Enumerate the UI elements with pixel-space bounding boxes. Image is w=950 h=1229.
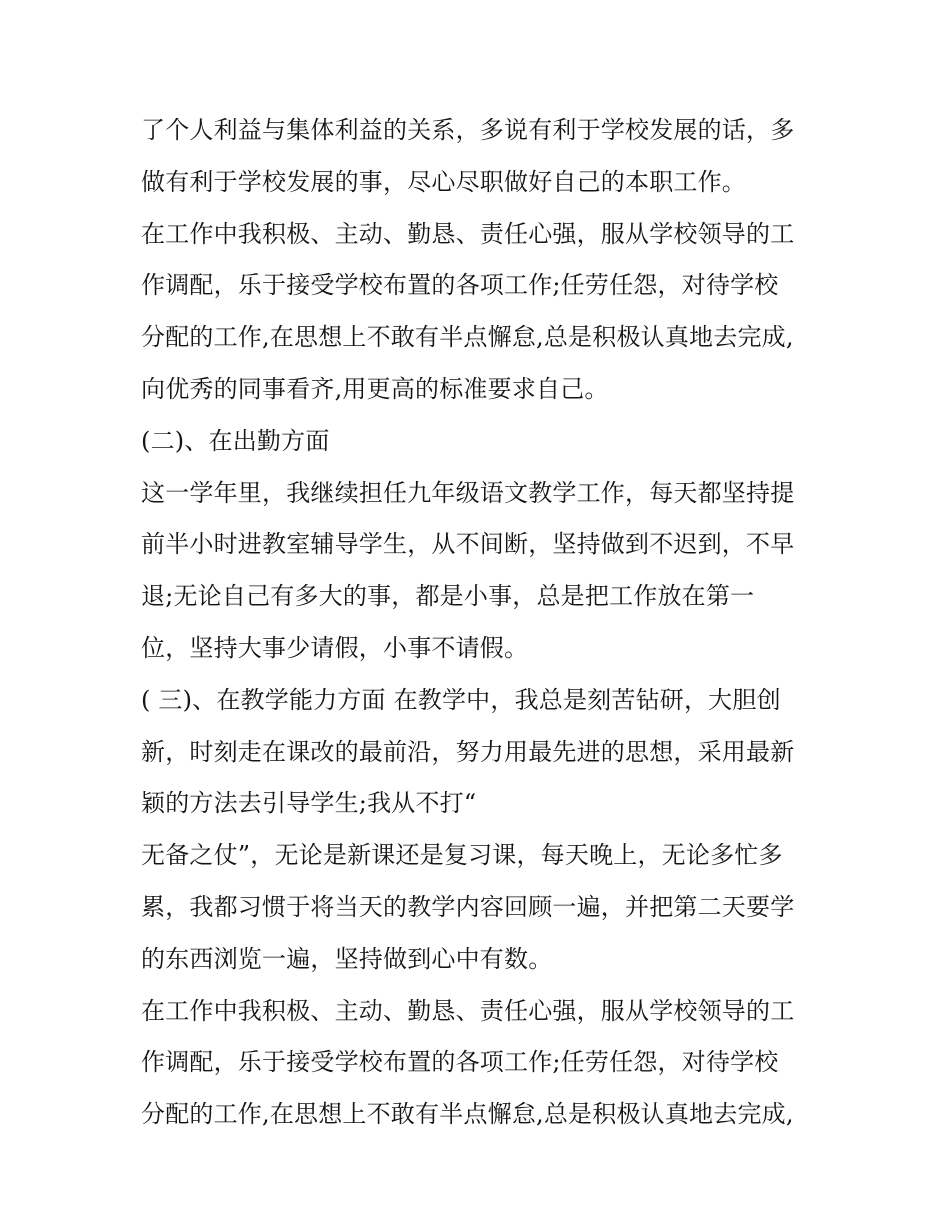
text-line: 分配的工作,在思想上不敢有半点懈怠,总是积极认真地去完成,: [141, 323, 794, 352]
text-line: 了个人利益与集体利益的关系，多说有利于学校发展的话，多: [141, 116, 795, 144]
text-line: 这一学年里，我继续担任九年级语文教学工作，每天都坚持提: [141, 478, 795, 507]
text-line: 在工作中我积极、主动、勤恳、责任心强，服从学校领导的工: [141, 996, 795, 1025]
text-line: 前半小时进教室辅导学生，从不间断，坚持做到不迟到，不早: [141, 530, 795, 559]
text-line: 向优秀的同事看齐,用更高的标准要求自己。: [141, 374, 609, 403]
text-line: 作调配，乐于接受学校布置的各项工作;任劳任怨，对待学校: [141, 1048, 779, 1077]
text-line: 颖的方法去引导学生;我从不打“: [141, 789, 477, 818]
text-line: 位，坚持大事少请假，小事不请假。: [141, 633, 529, 662]
text-line: 无备之仗”，无论是新课还是复习课，每天晚上，无论多忙多: [141, 841, 783, 870]
text-line: 作调配，乐于接受学校布置的各项工作;任劳任怨，对待学校: [141, 271, 779, 300]
text-line: 在工作中我积极、主动、勤恳、责任心强，服从学校领导的工: [141, 219, 795, 248]
text-line: 退;无论自己有多大的事，都是小事，总是把工作放在第一: [141, 582, 755, 611]
text-line: 做有利于学校发展的事，尽心尽职做好自己的本职工作。: [141, 167, 746, 196]
section-heading: (二)、在出勤方面: [141, 426, 330, 455]
section-heading: ( 三)、在教学能力方面 在教学中，我总是刻苦钻研，大胆创: [141, 685, 781, 714]
text-line: 累，我都习惯于将当天的教学内容回顾一遍，并把第二天要学: [141, 892, 795, 921]
text-line: 的东西浏览一遍，坚持做到心中有数。: [141, 944, 553, 973]
body-text: [141, 105, 821, 1141]
text-line: 分配的工作,在思想上不敢有半点懈怠,总是积极认真地去完成,: [141, 1100, 794, 1129]
text-line: 新，时刻走在课改的最前沿，努力用最先进的思想，采用最新: [141, 737, 795, 766]
